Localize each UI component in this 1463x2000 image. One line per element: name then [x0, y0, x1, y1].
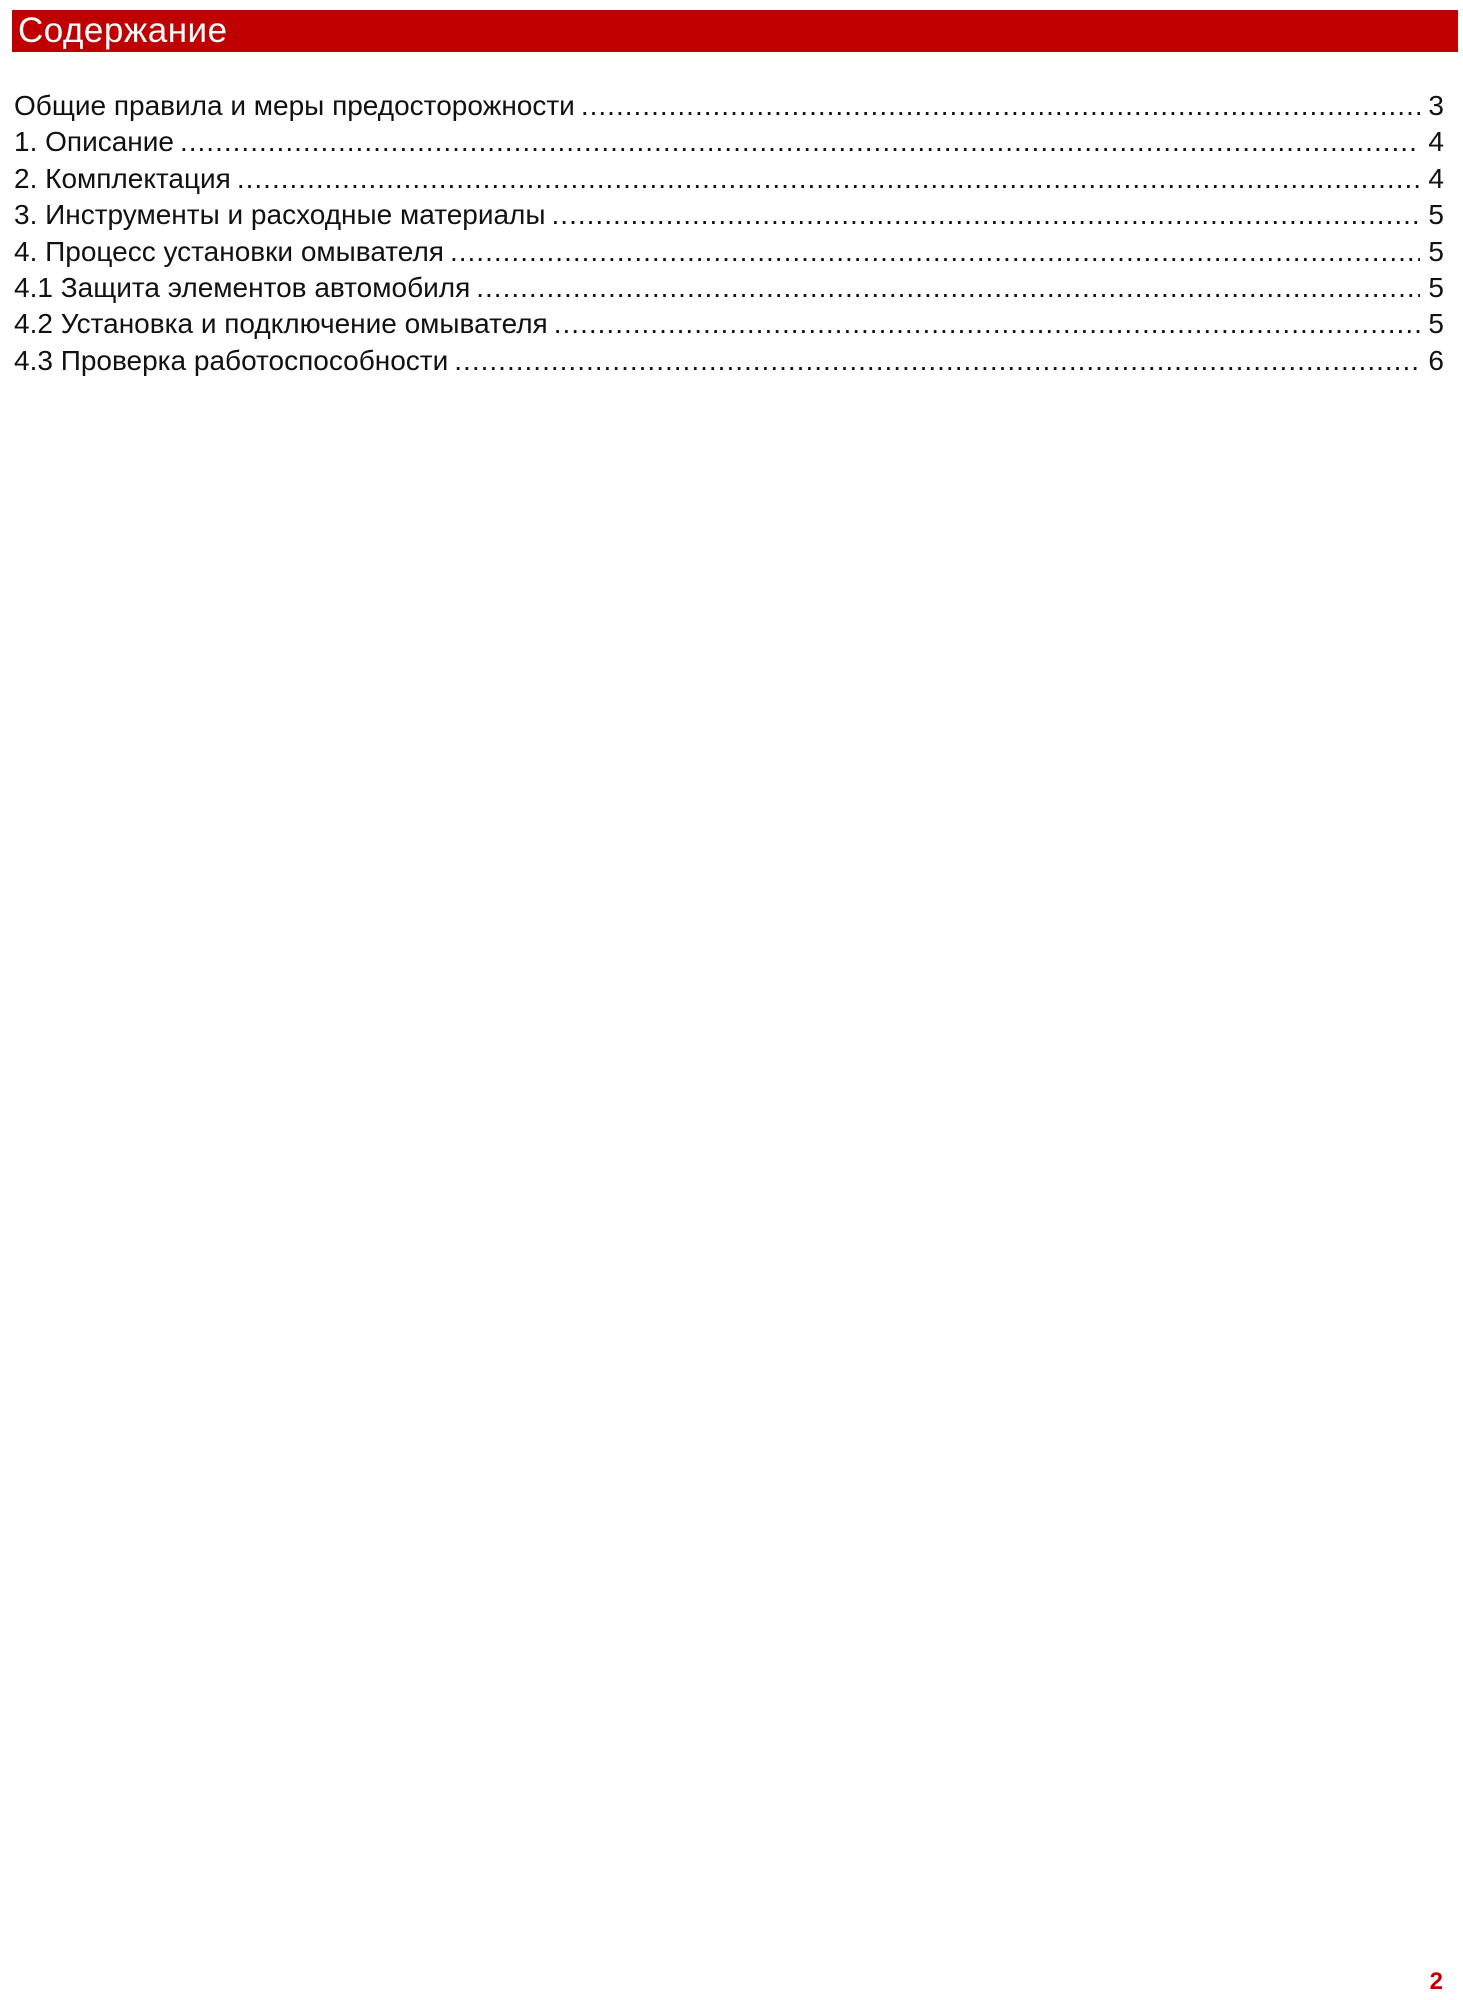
toc-dot-leader	[454, 343, 1420, 379]
toc-dot-leader	[237, 161, 1420, 197]
toc-entry-installation-process[interactable]	[14, 234, 1444, 270]
toc-entry-page: 5	[1428, 308, 1444, 340]
toc-header-bar	[12, 10, 1458, 52]
toc-entry-page: 3	[1428, 90, 1444, 121]
page-number: 2	[1429, 1968, 1443, 1995]
toc-dot-leader	[552, 197, 1420, 233]
toc-entry-package-contents[interactable]	[14, 161, 1444, 197]
toc-dot-leader	[581, 88, 1420, 124]
toc-entry-page: 4	[1428, 126, 1444, 158]
table-of-contents	[14, 88, 1444, 379]
toc-entry-label: Общие правила и меры предосторожности	[14, 90, 575, 121]
toc-entry-page: 5	[1428, 235, 1444, 267]
toc-dot-leader	[476, 270, 1420, 306]
toc-entry-label: 4.3 Проверка работоспособности	[14, 344, 449, 376]
toc-dot-leader	[180, 124, 1420, 160]
toc-entry-label: 1. Описание	[14, 126, 174, 158]
toc-entry-tools-materials[interactable]	[14, 197, 1444, 233]
toc-entry-page: 4	[1428, 162, 1444, 194]
toc-entry-page: 5	[1428, 199, 1444, 231]
toc-entry-functionality-check[interactable]	[14, 343, 1444, 379]
toc-entry-label: 4.1 Защита элементов автомобиля	[14, 271, 471, 303]
toc-entry-page: 5	[1428, 271, 1444, 303]
toc-entry-installation-connection[interactable]	[14, 306, 1444, 342]
toc-title: Содержание	[18, 11, 228, 50]
toc-entry-label: 2. Комплектация	[14, 162, 231, 194]
toc-entry-description[interactable]	[14, 124, 1444, 160]
toc-entry-label: 3. Инструменты и расходные материалы	[14, 199, 546, 231]
toc-entry-label: 4. Процесс установки омывателя	[14, 235, 444, 267]
toc-entry-page: 6	[1428, 344, 1444, 376]
toc-entry-safety-rules[interactable]	[14, 88, 1444, 124]
toc-dot-leader	[554, 306, 1420, 342]
toc-entry-label: 4.2 Установка и подключение омывателя	[14, 308, 548, 340]
toc-dot-leader	[450, 234, 1420, 270]
toc-entry-vehicle-protection[interactable]	[14, 270, 1444, 306]
